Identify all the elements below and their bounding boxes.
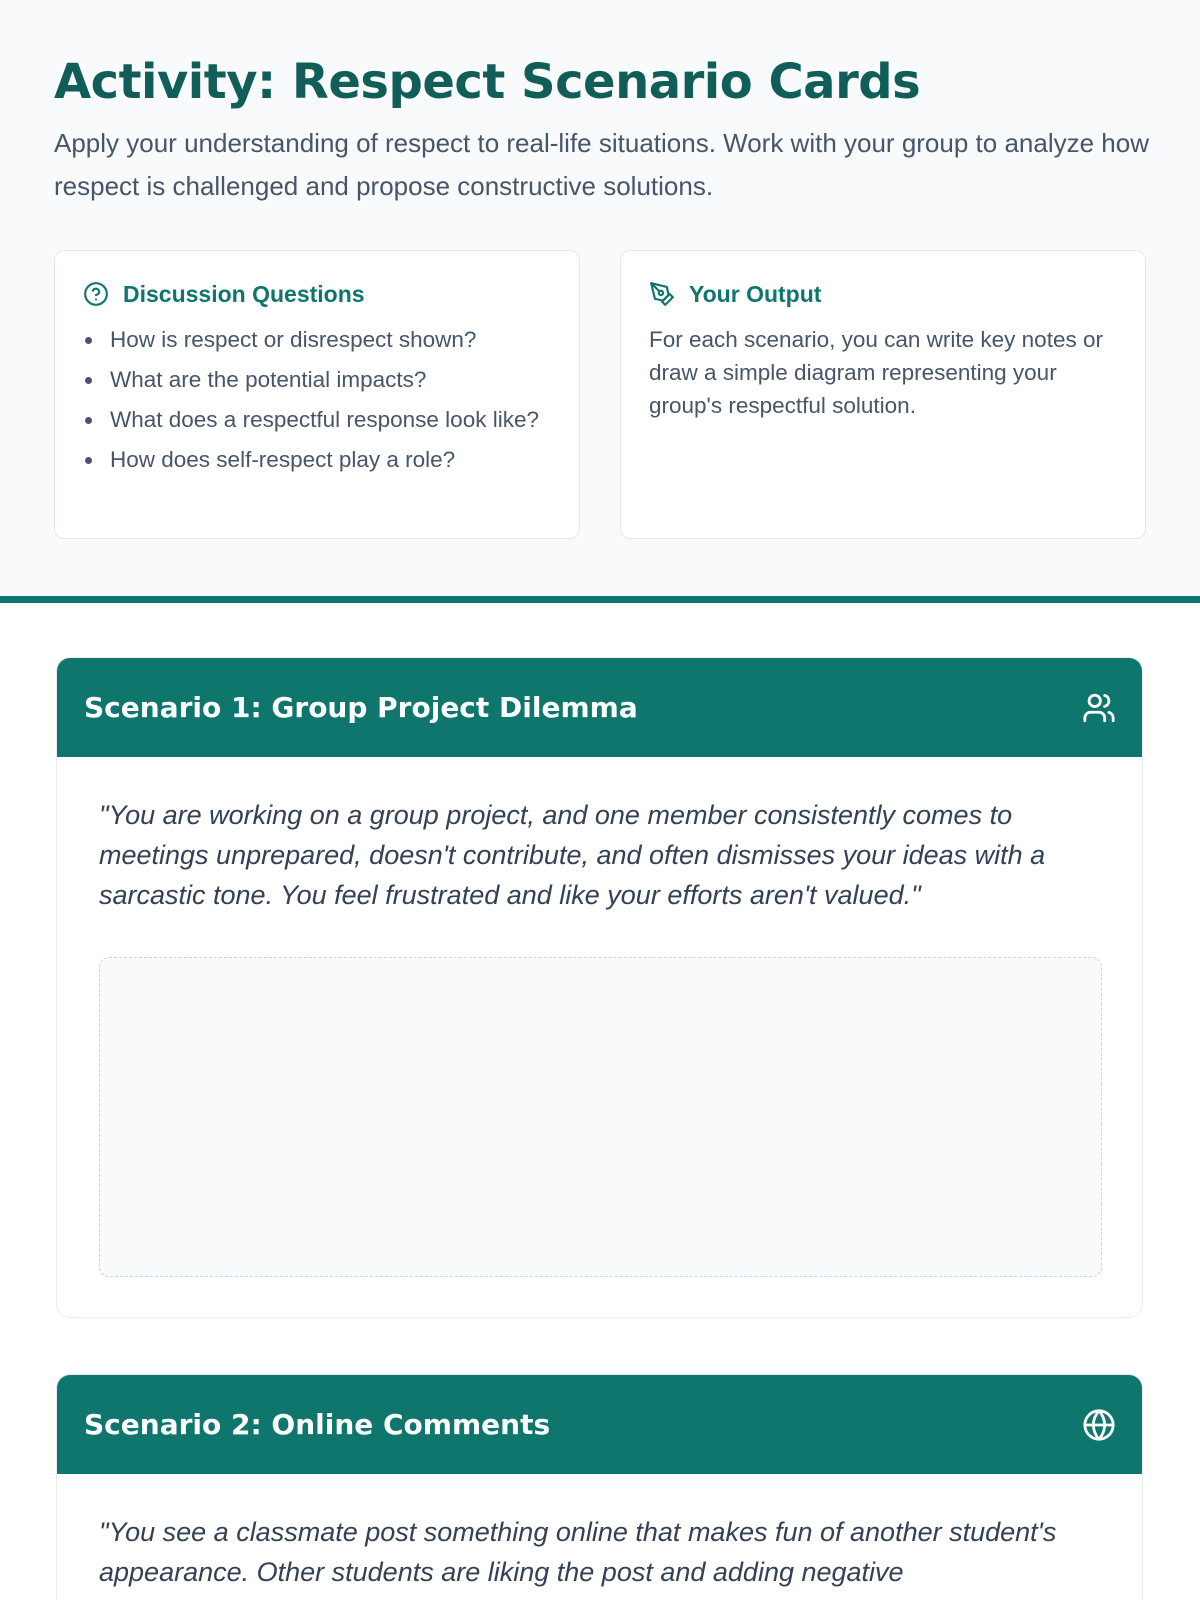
- activity-header: [0, 0, 1200, 603]
- list-item: How is respect or disrespect shown?: [83, 323, 551, 356]
- list-item: What does a respectful response look like?: [83, 403, 551, 436]
- output-heading-text: Your Output: [689, 280, 822, 307]
- discussion-heading-text: Discussion Questions: [123, 280, 365, 307]
- scenario-quote: "You see a classmate post something online that makes fun of another student's appearance. Other students are liking the post and adding negative: [99, 1517, 1057, 1587]
- scenario-list: [0, 603, 1200, 1600]
- users-icon: [1082, 691, 1116, 725]
- your-output-card: [620, 250, 1146, 539]
- info-row: [54, 250, 1146, 539]
- list-item: How does self-respect play a role?: [83, 443, 551, 476]
- scenario-header: [57, 658, 1142, 757]
- scenario-body: [57, 1474, 1142, 1600]
- scenario-body: [57, 757, 1142, 1317]
- discussion-questions-heading: [83, 279, 551, 309]
- list-item: What are the potential impacts?: [83, 363, 551, 396]
- scenario-title: Scenario 1: Group Project Dilemma: [84, 691, 638, 724]
- page-title: Activity: Respect Scenario Cards: [54, 54, 921, 110]
- your-output-heading: [649, 279, 1117, 309]
- output-description: For each scenario, you can write key notes or draw a simple diagram representing your group's respectful solution.: [649, 327, 1103, 418]
- globe-icon: [1082, 1408, 1116, 1442]
- question-list: [83, 323, 551, 476]
- scenario-card-1: [56, 657, 1143, 1318]
- scenario-title: Scenario 2: Online Comments: [84, 1408, 551, 1441]
- scenario-card-2: [56, 1374, 1143, 1600]
- page-intro: Apply your understanding of respect to real-life situations. Work with your group to analyze how respect is challenged and propose constructive solutions.: [54, 128, 1149, 201]
- discussion-questions-card: [54, 250, 580, 539]
- pen-tool-icon: [649, 281, 675, 307]
- scenario-quote: "You are working on a group project, and one member consistently comes to meetings unprepared, doesn't contribute, and often dismisses your ideas with a sarcastic tone. You feel frustrated and like your efforts aren't valued.": [99, 800, 1046, 910]
- question-circle-icon: [83, 281, 109, 307]
- response-area[interactable]: [99, 957, 1102, 1277]
- scenario-header: [57, 1375, 1142, 1474]
